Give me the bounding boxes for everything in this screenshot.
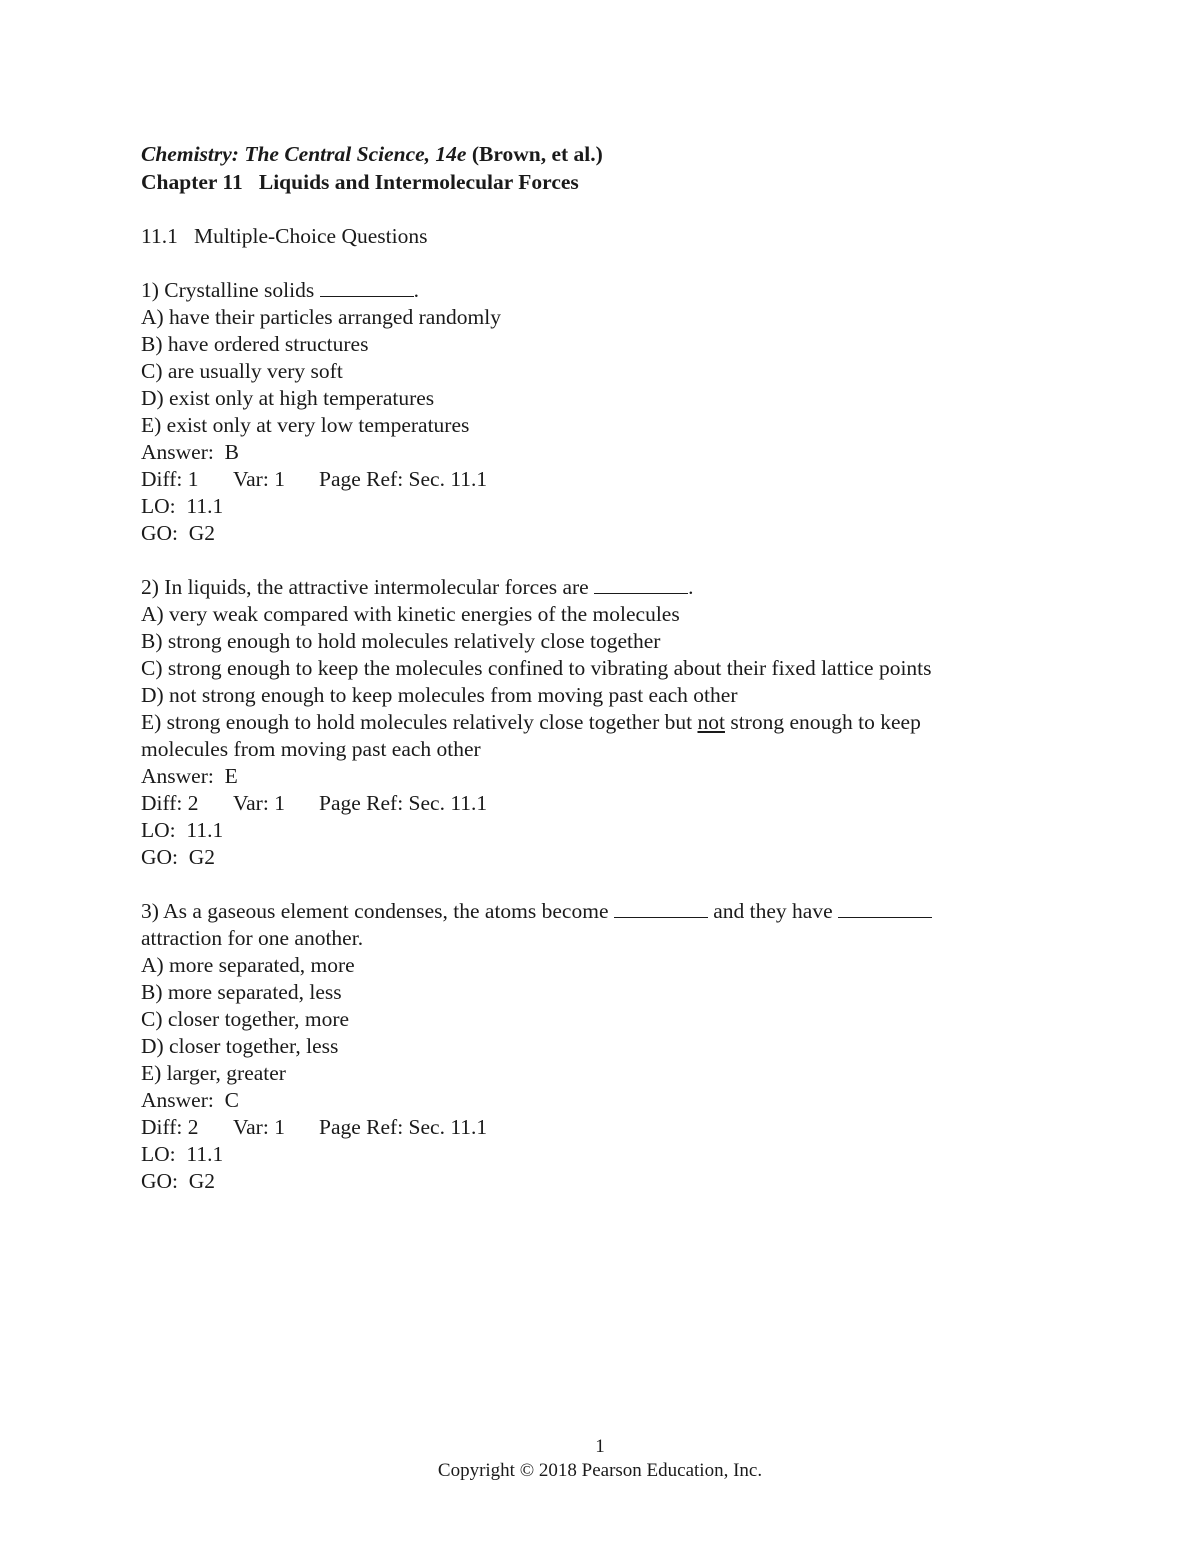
answer-line: Answer: E bbox=[141, 764, 238, 788]
copyright-notice: Copyright © 2018 Pearson Education, Inc. bbox=[437, 1460, 763, 1481]
document-page bbox=[141, 140, 1041, 1195]
answer-blank bbox=[594, 575, 688, 594]
option-b: B) more separated, less bbox=[141, 980, 342, 1004]
option-d: D) not strong enough to keep molecules from moving past each other bbox=[141, 683, 738, 707]
answer-line: Answer: C bbox=[141, 1088, 239, 1112]
option-e: E) larger, greater bbox=[141, 1061, 286, 1085]
question-3-stem: 3) As a gaseous element condenses, the atoms become and they have attraction for one another. bbox=[141, 898, 1011, 952]
book-title-line bbox=[141, 140, 1041, 168]
answer-blank bbox=[614, 899, 708, 918]
book-authors: (Brown, et al.) bbox=[471, 142, 603, 166]
question-1-stem: 1) Crystalline solids . bbox=[141, 278, 419, 302]
difficulty-line: Diff: 2 Var: 1 Page Ref: Sec. 11.1 bbox=[141, 791, 488, 815]
option-e: E) exist only at very low temperatures bbox=[141, 413, 470, 437]
difficulty-line: Diff: 2 Var: 1 Page Ref: Sec. 11.1 bbox=[141, 1115, 488, 1139]
option-b: B) strong enough to hold molecules relatively close together bbox=[141, 629, 661, 653]
question-3 bbox=[141, 898, 1041, 1195]
difficulty-line: Diff: 1 Var: 1 Page Ref: Sec. 11.1 bbox=[141, 467, 488, 491]
chapter-title: Chapter 11 Liquids and Intermolecular Forces bbox=[141, 170, 579, 194]
answer-line: Answer: B bbox=[141, 440, 239, 464]
option-c: C) closer together, more bbox=[141, 1007, 350, 1031]
answer-blank bbox=[320, 278, 414, 297]
option-e: E) strong enough to hold molecules relatively close together but not strong enough to keep molecules from moving past each other bbox=[141, 710, 921, 761]
option-c: C) are usually very soft bbox=[141, 359, 343, 383]
page-number: 1 bbox=[595, 1436, 605, 1457]
answer-blank bbox=[838, 899, 932, 918]
option-b: B) have ordered structures bbox=[141, 332, 369, 356]
option-d: D) closer together, less bbox=[141, 1034, 339, 1058]
option-c: C) strong enough to keep the molecules confined to vibrating about their fixed lattice points bbox=[141, 656, 932, 680]
option-a: A) more separated, more bbox=[141, 953, 355, 977]
lo-line: LO: 11.1 bbox=[141, 1142, 224, 1166]
question-2 bbox=[141, 574, 1041, 871]
section-heading: 11.1 Multiple-Choice Questions bbox=[141, 224, 428, 248]
option-a: A) very weak compared with kinetic energies of the molecules bbox=[141, 602, 680, 626]
option-d: D) exist only at high temperatures bbox=[141, 386, 435, 410]
book-title: Chemistry: The Central Science, 14e bbox=[141, 142, 467, 166]
lo-line: LO: 11.1 bbox=[141, 818, 224, 842]
question-2-stem: 2) In liquids, the attractive intermolecular forces are . bbox=[141, 575, 694, 599]
lo-line: LO: 11.1 bbox=[141, 494, 224, 518]
go-line: GO: G2 bbox=[141, 845, 216, 869]
go-line: GO: G2 bbox=[141, 1169, 216, 1193]
go-line: GO: G2 bbox=[141, 521, 216, 545]
option-a: A) have their particles arranged randomly bbox=[141, 305, 501, 329]
question-1 bbox=[141, 277, 1041, 547]
